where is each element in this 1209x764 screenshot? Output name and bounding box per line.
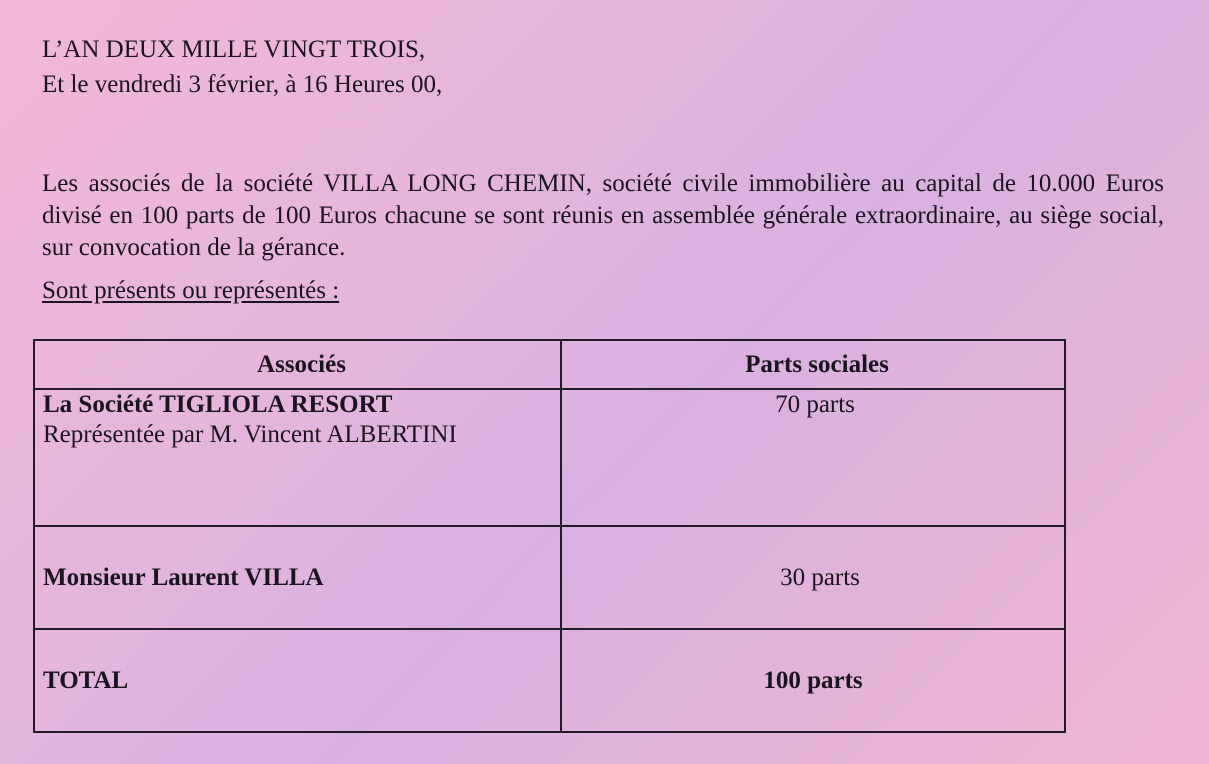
- associate-cell: [34, 389, 561, 526]
- table-header-row: [34, 340, 1065, 389]
- associate-name: La Société TIGLIOLA RESORT: [43, 391, 393, 418]
- associates-column-header: Associés: [34, 340, 561, 389]
- date-line: Et le vendredi 3 février, à 16 Heures 00,: [42, 71, 443, 98]
- shares-cell: [561, 526, 1065, 629]
- table-row: [34, 526, 1065, 629]
- shares-table: [33, 339, 1066, 733]
- shares-value: 30 parts: [780, 563, 860, 591]
- shares-value: 70 parts: [775, 391, 855, 418]
- shares-cell: [561, 389, 1065, 526]
- total-label: TOTAL: [43, 666, 129, 694]
- associate-name: Monsieur Laurent VILLA: [43, 563, 324, 591]
- meeting-paragraph: Les associés de la société VILLA LONG CHEMIN, société civile immobilière au capital de 10.000 Euros divisé en 100 parts de 100 Euros chacune se sont réunis en assemblée générale extraordinaire, au siège social, sur convocation de la gérance.: [42, 170, 1164, 261]
- table-row: [34, 389, 1065, 526]
- total-shares-value: 100 parts: [763, 666, 863, 694]
- associate-cell: [34, 526, 561, 629]
- total-label-cell: [34, 629, 561, 732]
- associate-representative: Représentée par M. Vincent ALBERTINI: [43, 421, 457, 448]
- total-shares-cell: [561, 629, 1065, 732]
- shares-column-header: Parts sociales: [561, 340, 1065, 389]
- attendance-heading: Sont présents ou représentés :: [42, 277, 340, 304]
- total-row: [34, 629, 1065, 732]
- year-line: L’AN DEUX MILLE VINGT TROIS,: [42, 36, 426, 63]
